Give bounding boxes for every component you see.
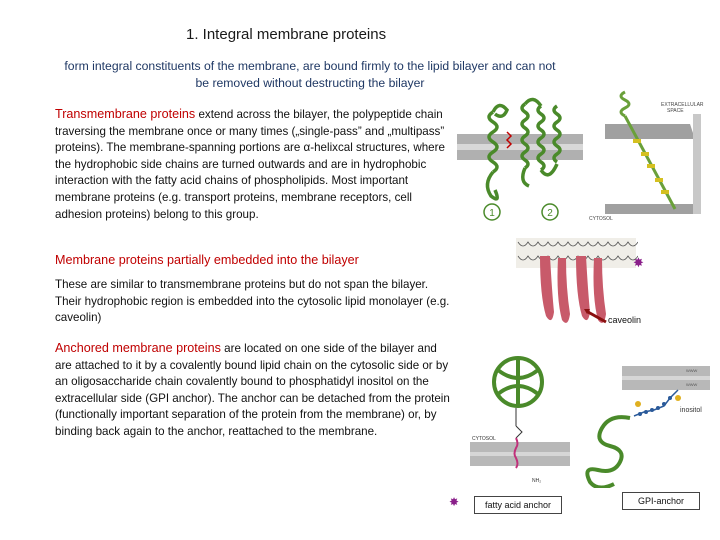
svg-text:SPACE: SPACE (667, 108, 684, 114)
anchored-heading: Anchored membrane proteins (55, 341, 221, 355)
svg-text:WWW: WWW (686, 382, 698, 387)
fatty-acid-anchor-figure (470, 348, 570, 488)
transmembrane-text: extend across the bilayer, the polypeptide chain traversing the membrane once or many times („single-pass” and „multipass” proteins). The membrane-spanning portions are α-helixcal structures, where the hydrophobic side chains are turned outwards and are in hydrophobic interaction with the fatty acid chains of phospholipids. Most important membrane proteins (e.g. transport proteins, membrane receptors, cell adhesion proteins) belong to this group. (55, 108, 445, 221)
svg-text:WWW: WWW (686, 368, 698, 373)
svg-text:EXTRACELLULAR: EXTRACELLULAR (661, 102, 704, 108)
page-subtitle: form integral constituents of the membrane, are bound firmly to the lipid bilayer and can not be removed without destructing the bilayer (64, 59, 556, 90)
transmembrane-proteins-figure (455, 92, 585, 227)
inositol-label: inositol (680, 407, 702, 414)
fatty-acid-anchor-label: fatty acid anchor (474, 496, 562, 514)
transmembrane-paragraph (55, 106, 455, 223)
helix-diagram-figure (585, 84, 710, 224)
transmembrane-heading: Transmembrane proteins (55, 107, 196, 121)
partial-text: These are similar to transmembrane proteins but do not span the bilayer. Their hydrophobic region is embedded into the cytosolic lipid monolayer (e.g. caveolin) (55, 278, 450, 325)
cytosol-label: CYTOSOL (472, 436, 496, 442)
page-title: 1. Integral membrane proteins (186, 26, 387, 43)
transmembrane-label-2: 2 (547, 208, 553, 219)
partial-heading: Membrane proteins partially embedded into the bilayer (55, 253, 359, 267)
anchored-text: are located on one side of the bilayer and are attached to it by a covalently bound lipid chain on the cytosolic side or by an oligosaccharide chain covalently bound to phosphatidyl inositol on the extracellular side (GPI anchor). The anchor can be detached from the protein (functionally important separation of the protein from the membrane) or, by binding back again to the anchor, reattached to the membrane. (55, 342, 450, 438)
gpi-anchor-figure (582, 358, 712, 488)
nh2-label: NH₂ (532, 478, 542, 484)
transmembrane-label-1: 1 (489, 208, 495, 219)
anchored-paragraph (55, 340, 450, 441)
svg-text:CYTOSOL: CYTOSOL (589, 216, 613, 222)
purple-star-small-icon: ✸ (449, 495, 460, 509)
gpi-anchor-label: GPI-anchor (622, 492, 700, 510)
purple-star-icon: ✸ (633, 255, 644, 270)
caveolin-label: caveolin (608, 315, 642, 325)
